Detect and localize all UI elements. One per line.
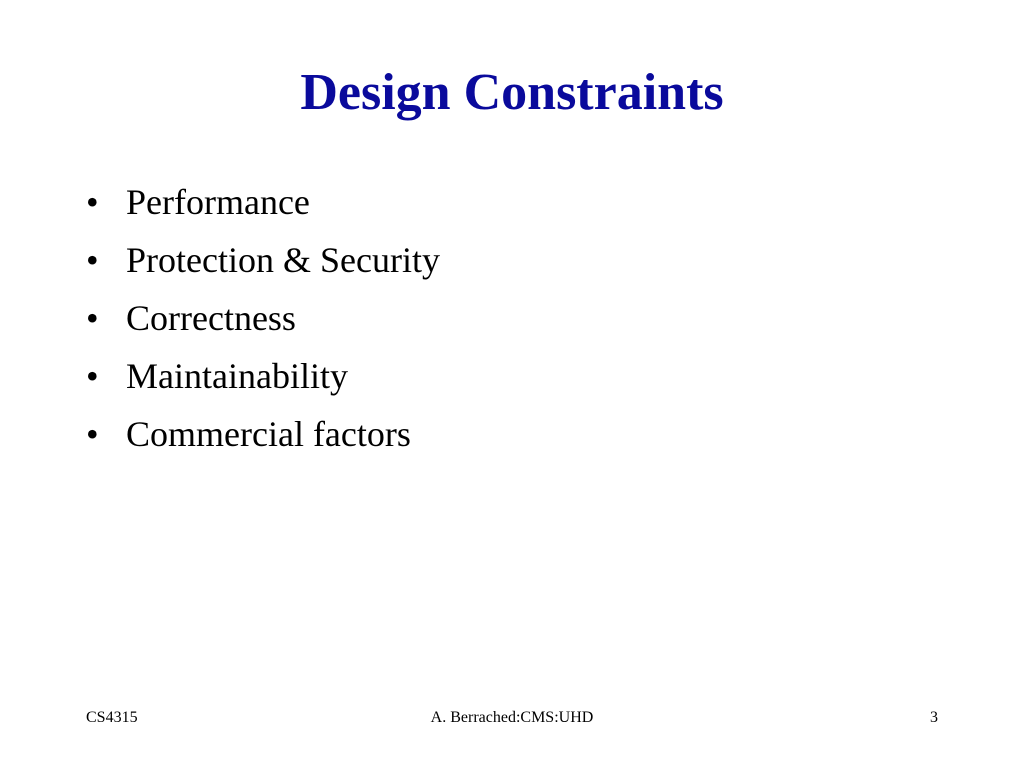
bullet-item	[86, 178, 440, 236]
bullet-icon: •	[86, 298, 99, 338]
footer-author: A. Berrached:CMS:UHD	[430, 709, 594, 726]
bullet-text: Correctness	[126, 298, 296, 338]
bullet-icon: •	[86, 356, 99, 396]
bullet-icon: •	[86, 414, 99, 454]
bullet-text: Commercial factors	[126, 414, 411, 454]
footer-page-number: 3	[930, 709, 938, 726]
bullet-icon: •	[86, 182, 99, 222]
bullet-item	[86, 410, 440, 468]
bullet-text: Performance	[126, 182, 310, 222]
bullet-text: Protection & Security	[126, 240, 440, 280]
slide-title: Design Constraints	[300, 64, 724, 121]
bullet-item	[86, 352, 440, 410]
bullet-item	[86, 236, 440, 294]
bullet-list	[86, 178, 440, 468]
bullet-icon: •	[86, 240, 99, 280]
footer-course-code: CS4315	[86, 709, 138, 726]
bullet-text: Maintainability	[126, 356, 348, 396]
bullet-item	[86, 294, 440, 352]
